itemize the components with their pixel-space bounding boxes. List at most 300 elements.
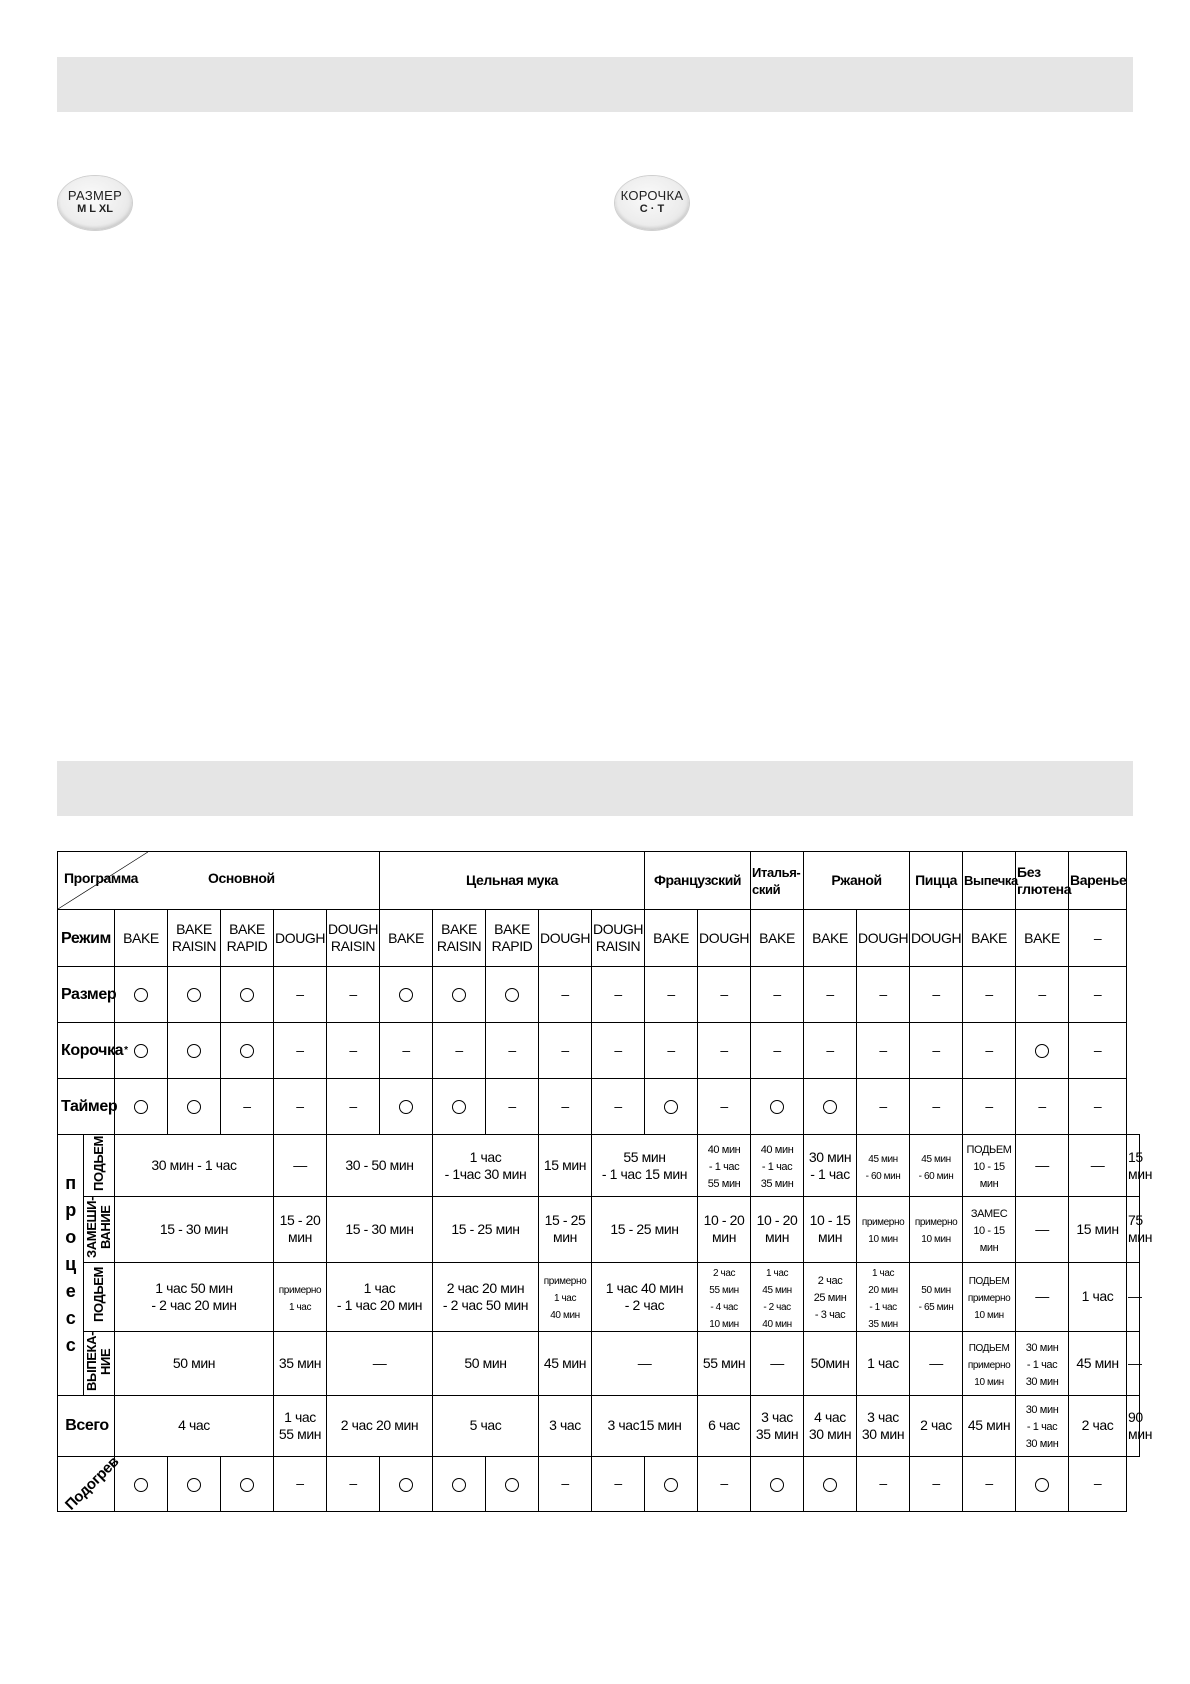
dash-mark-icon: – [1093, 1042, 1102, 1058]
dash-mark-icon: – [402, 1042, 410, 1058]
mark-cell [433, 1023, 486, 1079]
process-value: 1 час 45 мин - 2 час 40 мин [762, 1267, 792, 1330]
mark-cell [1069, 967, 1127, 1023]
process-cell [963, 1135, 1016, 1197]
process-cell [910, 1197, 963, 1263]
dash-mark-icon: – [508, 1042, 516, 1058]
row-label-rise1 [84, 1135, 115, 1197]
dash-mark-icon: – [243, 1098, 251, 1114]
mode-cell [433, 910, 486, 967]
process-cell [963, 1331, 1016, 1395]
process-cell [274, 1262, 327, 1331]
total-value: 2 час [920, 1417, 952, 1434]
mark-cell [645, 1023, 698, 1079]
process-cell [539, 1197, 592, 1263]
mark-cell [910, 1079, 963, 1135]
table-row [58, 1395, 1140, 1456]
circle-mark-icon [770, 1478, 784, 1492]
process-value: 75 мин [1128, 1212, 1153, 1246]
dash-mark-icon: – [879, 986, 887, 1002]
circle-mark-icon [240, 988, 254, 1002]
process-cell [274, 1331, 327, 1395]
program-table-wrapper [57, 851, 1153, 1515]
mark-cell [1069, 1079, 1127, 1135]
program-pastry: Выпечка [963, 852, 1016, 910]
process-value: 55 мин [702, 1354, 746, 1371]
circle-mark-icon [664, 1478, 678, 1492]
mode-cell [327, 910, 380, 967]
total-cell [857, 1395, 910, 1456]
table-row [58, 967, 1140, 1023]
process-value: 2 час 25 мин - 3 час [813, 1275, 847, 1322]
mark-cell [698, 1456, 751, 1511]
dash-mark-icon: – [826, 986, 834, 1002]
total-cell [1016, 1395, 1069, 1456]
mode-cell [698, 910, 751, 967]
circle-mark-icon [134, 1044, 148, 1058]
process-cell [327, 1262, 433, 1331]
dash-mark-icon: – [932, 1098, 940, 1114]
circle-mark-icon [134, 1478, 148, 1492]
process-cell [274, 1135, 327, 1197]
mark-cell [274, 1079, 327, 1135]
program-table [57, 851, 1153, 1515]
dash-mark-icon: – [614, 986, 622, 1002]
row-label-knead-text: ЗАМЕШИ- ВАНИЕ [84, 1197, 113, 1258]
process-value: — [293, 1157, 307, 1173]
mark-cell [380, 1079, 433, 1135]
process-cell [804, 1197, 857, 1263]
mark-cell [274, 1456, 327, 1511]
program-glutenfree: Без глютена [1016, 852, 1069, 910]
mode-cell [751, 910, 804, 967]
process-cell [1127, 1262, 1140, 1331]
row-label-warm [58, 1453, 123, 1515]
mark-cell [592, 1023, 645, 1079]
total-cell [698, 1395, 751, 1456]
process-value: 55 мин - 1 час 15 мин [601, 1148, 688, 1182]
mark-cell [963, 1079, 1016, 1135]
mode-text: DOUGH [275, 929, 326, 946]
row-label-knead [84, 1197, 115, 1263]
mode-cell [963, 910, 1016, 967]
mark-cell [698, 1079, 751, 1135]
process-cell [963, 1197, 1016, 1263]
process-value: 40 мин - 1 час 55 мин [707, 1144, 741, 1190]
row-label-bake-text: ВЫПЕКА- НИЕ [84, 1331, 113, 1391]
mode-cell [910, 910, 963, 967]
mark-cell [857, 967, 910, 1023]
process-value: 15 мин [1076, 1220, 1119, 1237]
mark-cell [221, 1079, 274, 1135]
mark-cell [380, 1456, 433, 1511]
process-cell [433, 1331, 539, 1395]
dash-mark-icon: – [296, 1042, 304, 1058]
section-header-bar-top [57, 57, 1133, 112]
mark-cell [539, 1079, 592, 1135]
mode-text: DOUGH [699, 929, 750, 946]
mark-cell [1016, 1023, 1069, 1079]
circle-mark-icon [187, 1100, 201, 1114]
dash-mark-icon: – [879, 1475, 887, 1492]
row-label-size-text: Размер [61, 986, 117, 1003]
mode-text: BAKE RAISIN [436, 921, 482, 954]
process-cell [751, 1262, 804, 1331]
process-value: — [1128, 1354, 1142, 1371]
mark-cell [539, 1023, 592, 1079]
total-value: 6 час [708, 1417, 740, 1434]
header-row-programs [58, 852, 1140, 910]
process-value: 45 мин - 60 мин [918, 1153, 954, 1182]
dash-mark-icon: – [667, 986, 675, 1002]
program-wholewheat: Цельная мука [380, 852, 645, 910]
process-cell [751, 1197, 804, 1263]
crust-button-label: КОРОЧКА [620, 188, 684, 203]
circle-mark-icon [505, 1478, 519, 1492]
process-cell [433, 1135, 539, 1197]
mode-text: BAKE RAPID [491, 921, 533, 954]
mode-cell [274, 910, 327, 967]
process-cell [539, 1262, 592, 1331]
mark-cell [539, 1456, 592, 1511]
process-cell [698, 1135, 751, 1197]
mark-cell [1069, 1456, 1127, 1511]
mark-cell [274, 1023, 327, 1079]
mode-cell [486, 910, 539, 967]
process-value: — [372, 1354, 387, 1371]
mark-cell [804, 1023, 857, 1079]
process-row-knead [58, 1197, 1140, 1263]
mode-text: BAKE [123, 929, 159, 946]
process-cell [592, 1135, 698, 1197]
process-cell [910, 1262, 963, 1331]
process-cell [1127, 1135, 1153, 1197]
mark-cell [168, 1023, 221, 1079]
process-value: — [770, 1354, 784, 1371]
process-value: 15 - 30 мин [345, 1220, 414, 1237]
total-value: 4 час [178, 1417, 210, 1434]
dash-mark-icon: – [985, 1475, 993, 1492]
process-value: ПОДЬЕМ примерно 10 мин [967, 1276, 1011, 1322]
row-label-warm-text: Подогрев [61, 1453, 123, 1515]
mark-cell [804, 1456, 857, 1511]
process-cell [115, 1262, 274, 1331]
mark-cell [327, 1079, 380, 1135]
row-label-mode [58, 910, 115, 967]
mode-cell [221, 910, 274, 967]
mark-cell [910, 1456, 963, 1511]
dash-mark-icon: – [932, 1475, 940, 1492]
mode-cell [857, 910, 910, 967]
process-value: 1 час 50 мин - 2 час 20 мин [151, 1279, 237, 1313]
process-value: 15 - 25 мин [544, 1212, 586, 1246]
mark-cell [645, 1079, 698, 1135]
mark-cell [857, 1456, 910, 1511]
mark-cell [168, 967, 221, 1023]
mark-cell [168, 1456, 221, 1511]
process-value: 30 мин - 1 час [151, 1157, 237, 1173]
process-row-bake [58, 1331, 1140, 1395]
process-cell [804, 1331, 857, 1395]
dash-mark-icon: – [455, 1042, 463, 1058]
mode-text: BAKE [1024, 929, 1060, 946]
mark-cell [274, 967, 327, 1023]
mark-cell [433, 1456, 486, 1511]
process-cell [751, 1331, 804, 1395]
dash-mark-icon: – [773, 1042, 781, 1058]
process-value: 50 мин - 65 мин [918, 1284, 954, 1313]
row-label-rise1-text: ПОДЬЕМ [91, 1136, 106, 1191]
circle-mark-icon [187, 1044, 201, 1058]
process-row-rise1 [58, 1135, 1140, 1197]
dash-mark-icon: – [349, 986, 357, 1002]
process-cell [1016, 1135, 1069, 1197]
dash-mark-icon: – [985, 1042, 993, 1058]
row-label-mode-text: Режим [61, 929, 111, 947]
circle-mark-icon [770, 1100, 784, 1114]
process-cell [910, 1135, 963, 1197]
circle-mark-icon [134, 988, 148, 1002]
process-cell [115, 1197, 274, 1263]
mark-cell [380, 1023, 433, 1079]
total-cell [592, 1395, 698, 1456]
mark-cell [592, 967, 645, 1023]
mark-cell [221, 967, 274, 1023]
process-value: — [1128, 1288, 1142, 1305]
process-cell [857, 1135, 910, 1197]
row-label-total-text: Всего [65, 1417, 109, 1435]
size-button-options: M L XL [77, 203, 113, 215]
mode-text: BAKE [759, 929, 795, 946]
process-cell [857, 1262, 910, 1331]
process-value: 1 час [867, 1354, 899, 1371]
mark-cell [963, 1456, 1016, 1511]
process-cell [963, 1262, 1016, 1331]
process-value: — [929, 1354, 943, 1371]
circle-mark-icon [823, 1100, 837, 1114]
total-value: 3 час [549, 1417, 581, 1434]
mark-cell [380, 967, 433, 1023]
program-jam: Варенье [1069, 852, 1127, 910]
mode-cell [804, 910, 857, 967]
total-cell [539, 1395, 592, 1456]
process-cell [115, 1331, 274, 1395]
mark-cell [486, 967, 539, 1023]
mark-cell [327, 1023, 380, 1079]
row-label-crust [58, 1023, 128, 1079]
mark-cell [963, 967, 1016, 1023]
program-pizza: Пицца [910, 852, 963, 910]
program-table-body [58, 852, 1153, 1515]
mode-text: DOUGH RAISIN [328, 921, 379, 954]
mode-cell [592, 910, 645, 967]
process-cell [1069, 1135, 1127, 1197]
total-cell [963, 1395, 1016, 1456]
dash-mark-icon: – [720, 1042, 728, 1058]
total-value: 3 час 35 мин [755, 1408, 799, 1442]
circle-mark-icon [664, 1100, 678, 1114]
dash-mark-icon: – [614, 1475, 622, 1492]
dash-mark-icon: – [296, 986, 304, 1002]
total-value: 5 час [469, 1417, 502, 1434]
total-value: 2 час [1081, 1417, 1114, 1434]
mode-text: – [1093, 929, 1102, 946]
process-cell [592, 1331, 698, 1395]
dash-mark-icon: – [296, 1098, 304, 1114]
process-value: примерно 10 мин [914, 1217, 958, 1246]
mark-cell [645, 967, 698, 1023]
process-cell [539, 1135, 592, 1197]
circle-mark-icon [823, 1478, 837, 1492]
dash-mark-icon: – [1038, 986, 1046, 1002]
dash-mark-icon: – [720, 1475, 728, 1492]
process-cell [857, 1197, 910, 1263]
dash-mark-icon: – [561, 1475, 569, 1492]
circle-mark-icon [399, 1100, 413, 1114]
section-header-bar-bottom [57, 761, 1133, 816]
circle-mark-icon [187, 988, 201, 1002]
mark-cell [433, 967, 486, 1023]
dash-mark-icon: – [561, 1042, 569, 1058]
total-value: 45 мин [967, 1417, 1011, 1434]
process-cell [433, 1197, 539, 1263]
process-value: 30 мин - 1 час 30 мин [1025, 1341, 1059, 1388]
dash-mark-icon: – [349, 1098, 357, 1114]
dash-mark-icon: – [1093, 1098, 1102, 1114]
process-value: — [1090, 1157, 1105, 1173]
process-cell [698, 1262, 751, 1331]
process-value: примерно 1 час [278, 1284, 322, 1313]
process-value: 45 мин [1076, 1354, 1119, 1371]
dash-mark-icon: – [349, 1042, 357, 1058]
mark-cell [115, 967, 168, 1023]
mark-cell [698, 967, 751, 1023]
circle-mark-icon [1035, 1478, 1049, 1492]
crust-button-icon [615, 176, 689, 230]
program-basic-label: Основной [208, 870, 275, 886]
mark-cell [910, 1023, 963, 1079]
circle-mark-icon [452, 1100, 466, 1114]
total-cell [1069, 1395, 1127, 1456]
mark-cell [751, 1456, 804, 1511]
process-value: примерно 1 час 40 мин [543, 1276, 587, 1322]
dash-mark-icon: – [614, 1042, 622, 1058]
mark-cell [751, 1079, 804, 1135]
mode-cell [115, 910, 168, 967]
mode-text: BAKE [653, 929, 689, 946]
dash-mark-icon: – [826, 1042, 834, 1058]
mark-cell [221, 1023, 274, 1079]
dash-mark-icon: – [879, 1042, 887, 1058]
table-row [58, 1023, 1140, 1079]
mode-text: BAKE RAISIN [171, 921, 217, 954]
process-value: 2 час 20 мин - 2 час 50 мин [442, 1279, 529, 1313]
dash-mark-icon: – [296, 1475, 304, 1492]
dash-mark-icon: – [720, 986, 728, 1002]
process-cell [327, 1197, 433, 1263]
total-cell [1127, 1395, 1153, 1456]
corner-program-cell [58, 852, 380, 910]
process-value: 1 час - 1час 30 мин [444, 1148, 527, 1182]
total-cell [433, 1395, 539, 1456]
dash-mark-icon: – [879, 1098, 887, 1114]
mark-cell [698, 1023, 751, 1079]
mode-text: BAKE [971, 929, 1007, 946]
mark-cell [486, 1023, 539, 1079]
mode-cell [1069, 910, 1127, 967]
process-value: 1 час - 1 час 20 мин [336, 1279, 423, 1313]
mode-cell [380, 910, 433, 967]
mark-cell [115, 1079, 168, 1135]
process-value: 15 - 20 мин [279, 1212, 321, 1246]
mark-cell [486, 1456, 539, 1511]
circle-mark-icon [187, 1478, 201, 1492]
process-value: 1 час [1081, 1288, 1114, 1305]
total-cell [804, 1395, 857, 1456]
process-cell [698, 1197, 751, 1263]
total-value: 1 час 55 мин [278, 1408, 322, 1442]
row-label-bake [84, 1331, 115, 1395]
dash-mark-icon: – [985, 986, 993, 1002]
total-value: 30 мин - 1 час 30 мин [1025, 1404, 1059, 1451]
size-button-icon [58, 176, 132, 230]
dash-mark-icon: – [1093, 986, 1102, 1002]
circle-mark-icon [452, 1478, 466, 1492]
row-label-rise2-text: ПОДЬЕМ [91, 1267, 106, 1323]
process-cell [1069, 1331, 1127, 1395]
total-value: 3 час15 мин [607, 1417, 682, 1434]
mark-cell [221, 1456, 274, 1511]
corner-program-label: Программа [64, 870, 139, 886]
total-cell [910, 1395, 963, 1456]
mode-text: DOUGH RAISIN [593, 921, 644, 954]
dash-mark-icon: – [720, 1098, 728, 1114]
circle-mark-icon [399, 1478, 413, 1492]
process-cell [592, 1197, 698, 1263]
process-value: — [1035, 1220, 1049, 1237]
mark-cell [910, 967, 963, 1023]
process-value: 15 - 25 мин [610, 1220, 679, 1237]
mark-cell [1016, 1079, 1069, 1135]
process-cell [274, 1197, 327, 1263]
dash-mark-icon: – [932, 986, 940, 1002]
process-value: 45 мин [543, 1354, 587, 1371]
mark-cell [433, 1079, 486, 1135]
circle-mark-icon [505, 988, 519, 1002]
dash-mark-icon: – [614, 1098, 622, 1114]
mode-text: DOUGH [540, 929, 591, 946]
mark-cell [168, 1079, 221, 1135]
process-value: ЗАМЕС 10 - 15 мин [970, 1207, 1008, 1254]
process-cell [327, 1331, 433, 1395]
process-cell [698, 1331, 751, 1395]
process-cell [1016, 1331, 1069, 1395]
table-row [58, 910, 1140, 967]
circle-mark-icon [399, 988, 413, 1002]
circle-mark-icon [134, 1100, 148, 1114]
process-cell [804, 1262, 857, 1331]
process-value: 10 - 20 мин [703, 1212, 745, 1246]
mark-cell [1016, 1456, 1069, 1511]
crust-footnote-mark: * [124, 1045, 128, 1056]
process-cell [1127, 1197, 1153, 1263]
program-french: Французский [645, 852, 751, 910]
process-cell [327, 1135, 433, 1197]
table-row [58, 1079, 1140, 1135]
process-cell [910, 1331, 963, 1395]
mark-cell [857, 1023, 910, 1079]
dash-mark-icon: – [1038, 1098, 1046, 1114]
